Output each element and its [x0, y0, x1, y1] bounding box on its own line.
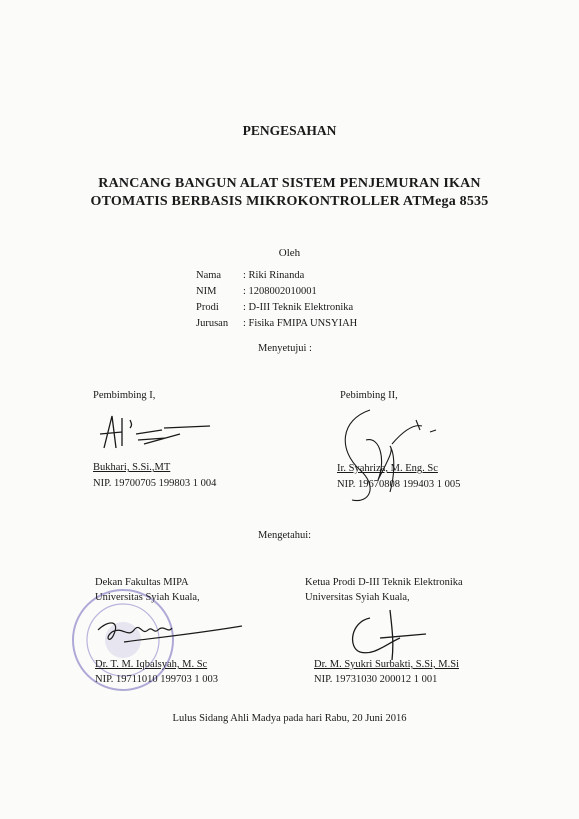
dean-name: Dr. T. M. Iqbalsyah, M. Sc: [95, 659, 208, 670]
thesis-title-line-1: RANCANG BANGUN ALAT SISTEM PENJEMURAN IKAN: [98, 176, 481, 191]
field-label-jurusan: Jurusan: [196, 318, 229, 329]
supervisor1-signature: [92, 410, 222, 455]
graduation-note: Lulus Sidang Ahli Madya pada hari Rabu, 20 Juni 2016: [172, 713, 407, 724]
field-label-name: Nama: [196, 270, 222, 281]
dean-role-line1: Dekan Fakultas MIPA: [95, 577, 189, 588]
field-value-prodi: : D-III Teknik Elektronika: [243, 302, 354, 313]
supervisor1-nip: NIP. 19700705 199803 1 004: [93, 478, 217, 489]
supervisor2-name: Ir. Syahriza, M. Eng. Sc: [337, 463, 438, 474]
thesis-title-line-2: OTOMATIS BERBASIS MIKROKONTROLLER ATMega 8535: [90, 194, 489, 209]
page-title: PENGESAHAN: [242, 123, 337, 138]
head-role-line2: Universitas Syiah Kuala,: [305, 592, 410, 603]
field-label-nim: NIM: [196, 286, 217, 297]
field-value-jurusan: : Fisika FMIPA UNSYIAH: [243, 318, 358, 329]
field-value-nim: : 1208002010001: [243, 286, 317, 297]
supervisor1-role: Pembimbing I,: [93, 390, 156, 401]
dean-nip: NIP. 19711010 199703 1 003: [95, 674, 218, 685]
dean-signature: [94, 612, 244, 652]
dean-role-line2: Universitas Syiah Kuala,: [95, 592, 200, 603]
field-label-prodi: Prodi: [196, 302, 219, 313]
head-name: Dr. M. Syukri Surbakti, S.Si, M.Si: [314, 659, 459, 670]
field-value-name: : Riki Rinanda: [243, 270, 305, 281]
approved-label: Menyetujui :: [258, 343, 312, 354]
by-label: Oleh: [278, 247, 301, 259]
head-signature: [330, 608, 440, 663]
supervisor1-name: Bukhari, S.Si.,MT: [93, 462, 171, 473]
head-nip: NIP. 19731030 200012 1 001: [314, 674, 438, 685]
supervisor2-role: Pebimbing II,: [340, 390, 398, 401]
acknowledged-label: Mengetahui:: [258, 530, 312, 541]
head-role-line1: Ketua Prodi D-III Teknik Elektronika: [305, 577, 463, 588]
supervisor2-nip: NIP. 19670808 199403 1 005: [337, 479, 461, 490]
supervisor2-signature: [330, 400, 450, 510]
